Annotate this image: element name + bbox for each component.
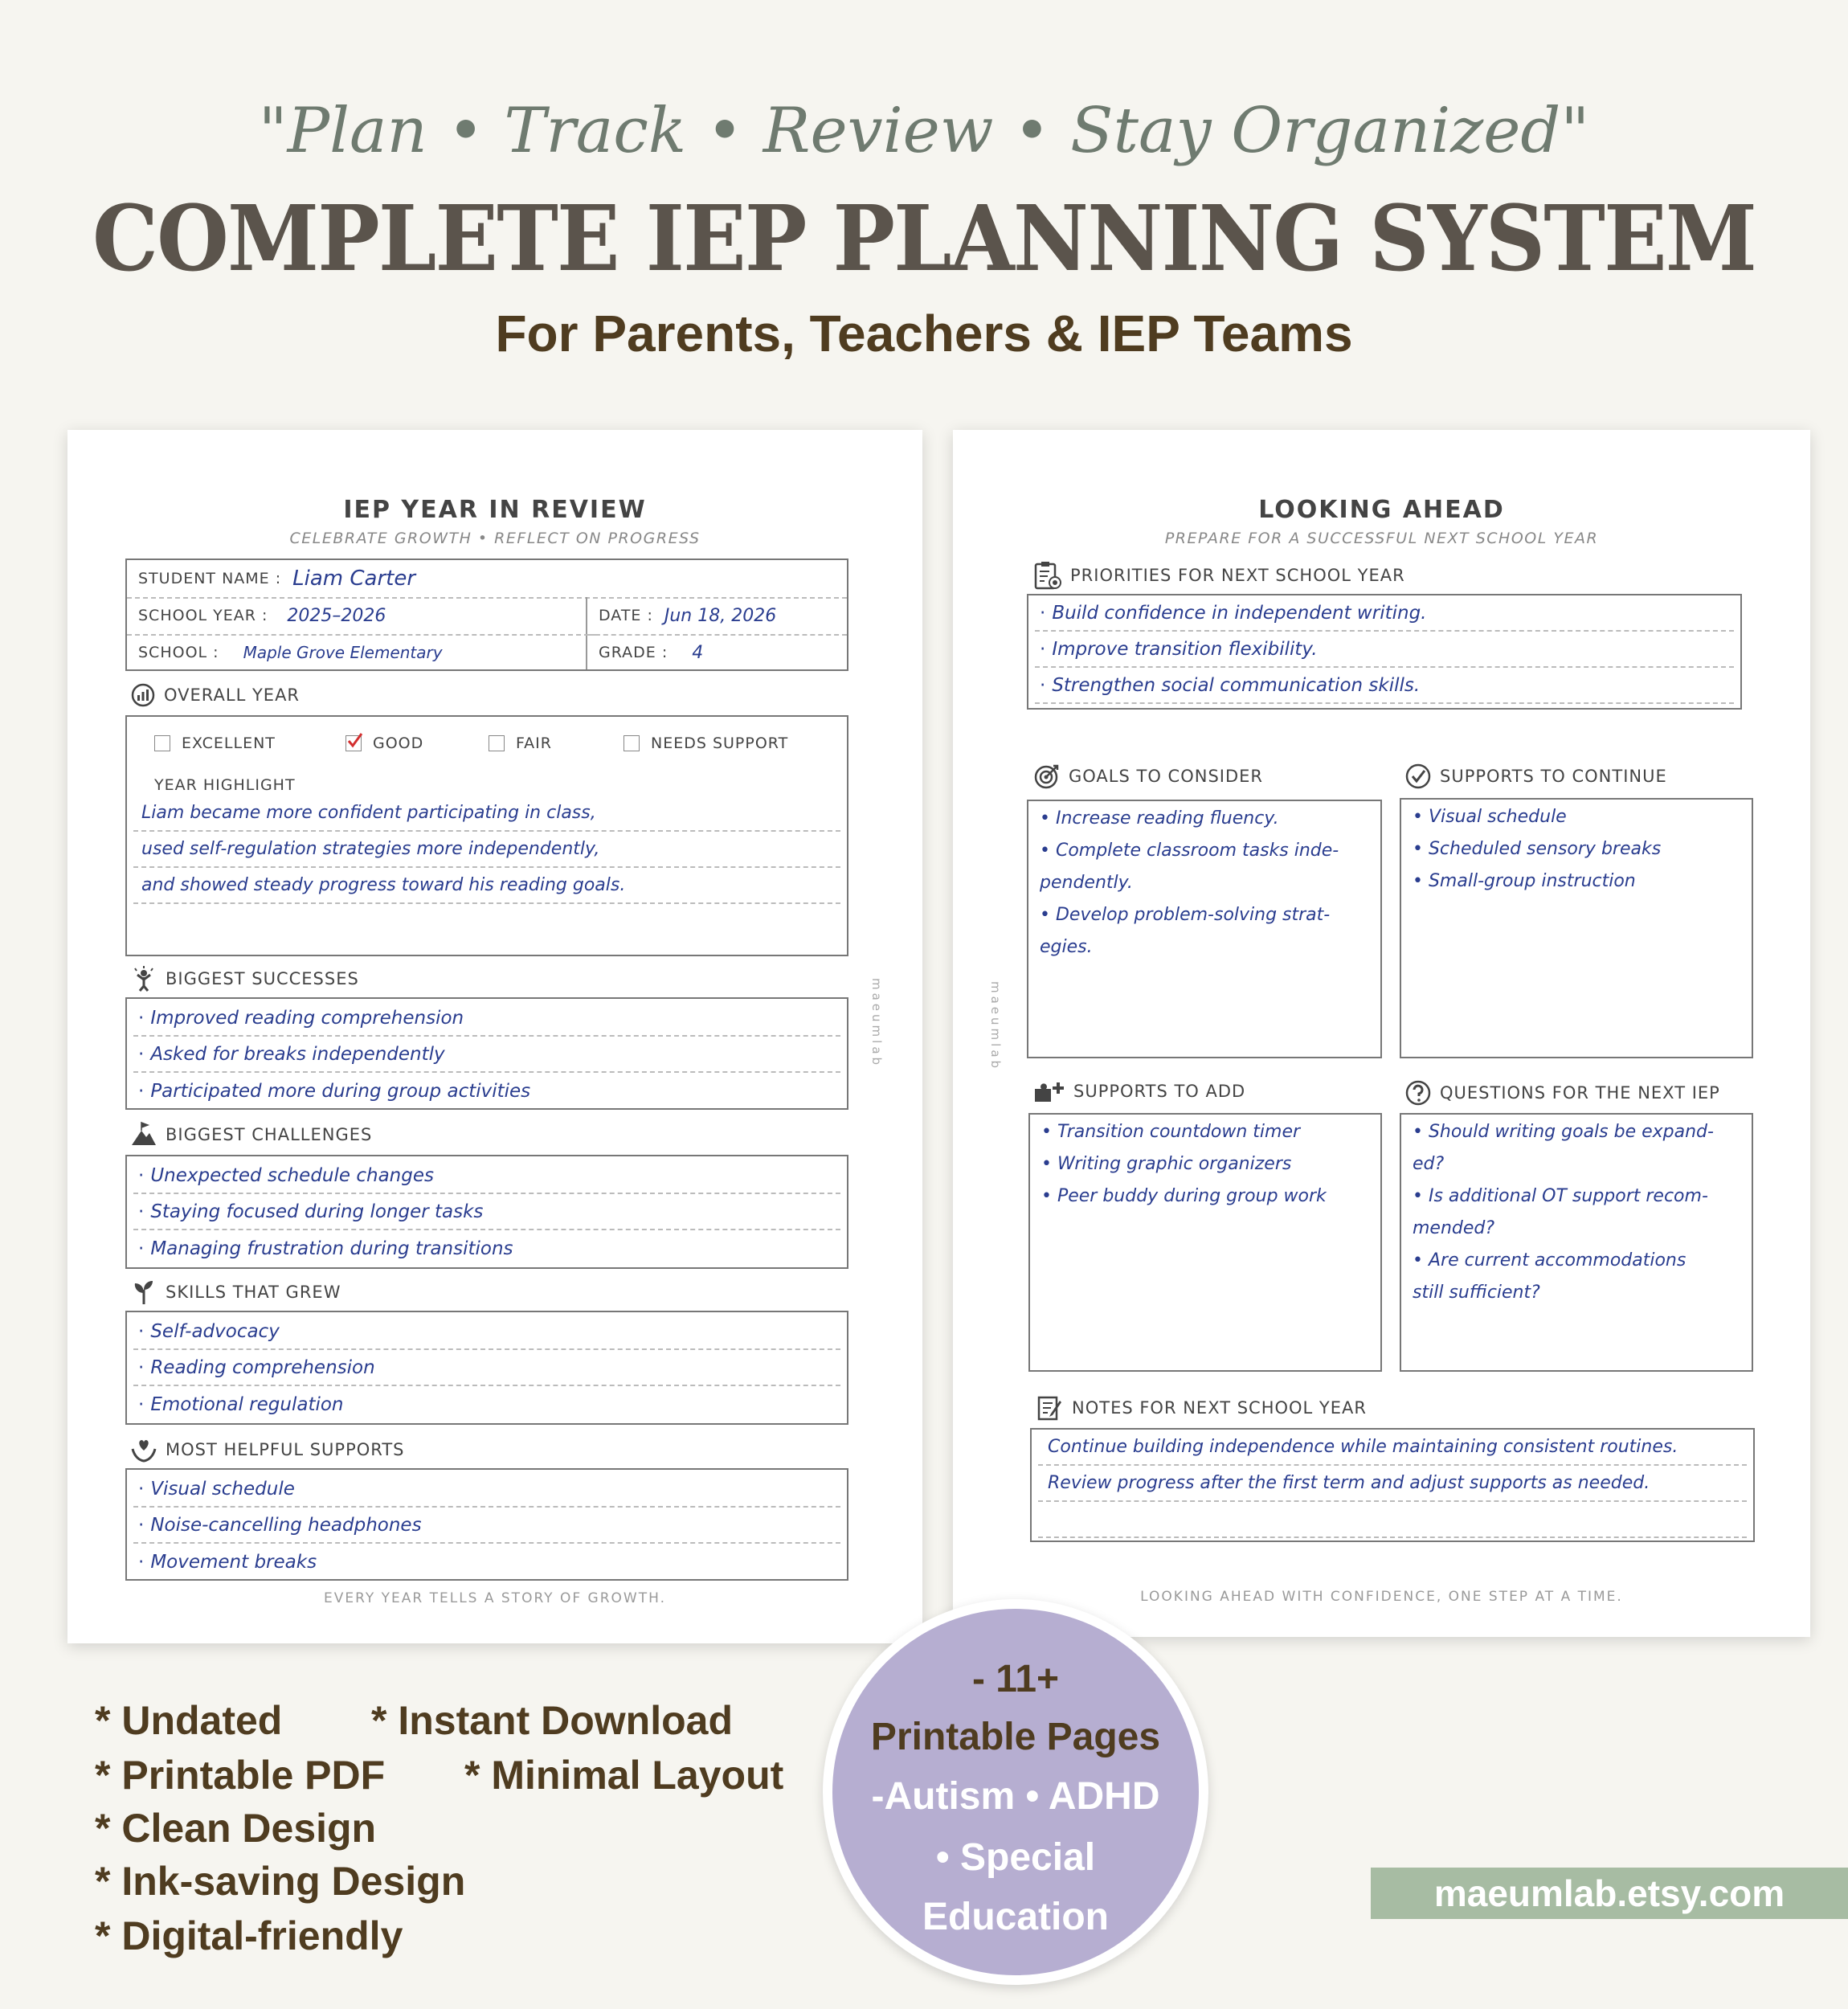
checkbox[interactable] (154, 735, 170, 751)
checkbox[interactable] (623, 735, 640, 751)
question-line: • Are current accommodations (1413, 1250, 1687, 1270)
supports-box (125, 1468, 848, 1581)
watermark: maeumlab (869, 978, 884, 1069)
biggest-challenges-heading: BIGGEST CHALLENGES (130, 1121, 372, 1148)
challenge-item: · Staying focused during longer tasks (133, 1194, 840, 1230)
feature-minimal-layout: * Minimal Layout (464, 1753, 784, 1798)
notepad-pencil-icon (1036, 1394, 1064, 1422)
option-good[interactable]: GOOD (345, 734, 489, 752)
page-subtitle: CELEBRATE GROWTH • REFLECT ON PROGRESS (289, 530, 701, 547)
priority-item: · Strengthen social communication skills. (1035, 668, 1734, 704)
note-line: Continue building independence while maintaining consistent routines. (1038, 1430, 1747, 1466)
highlight-line: and showed steady progress toward his reading goals. (133, 868, 840, 904)
rating-options (154, 734, 788, 752)
year-highlight-label: YEAR HIGHLIGHT (154, 776, 296, 794)
notes-box (1030, 1428, 1755, 1542)
student-name-label: STUDENT NAME : (138, 570, 282, 587)
priorities-heading: PRIORITIES FOR NEXT SCHOOL YEAR (1033, 560, 1405, 591)
school-label: SCHOOL : (138, 644, 219, 661)
badge-special: • Special (935, 1836, 1096, 1879)
biggest-challenges-box (125, 1155, 848, 1269)
add-line: • Peer buddy during group work (1041, 1186, 1327, 1206)
chart-icon (130, 682, 156, 708)
subtitle: For Parents, Teachers & IEP Teams (495, 305, 1353, 362)
checkmark-icon (345, 731, 365, 751)
supports-add-heading: SUPPORTS TO ADD (1033, 1079, 1245, 1103)
note-line: Review progress after the first term and adjust supports as needed. (1038, 1466, 1747, 1502)
student-info-table (125, 559, 848, 671)
grade-label: GRADE : (599, 644, 668, 661)
mountain-flag-icon (130, 1121, 157, 1148)
add-line: • Transition countdown timer (1041, 1122, 1301, 1142)
feature-clean-design: * Clean Design (95, 1806, 377, 1851)
most-helpful-supports-heading: MOST HELPFUL SUPPORTS (130, 1436, 405, 1463)
supports-continue-heading: SUPPORTS TO CONTINUE (1404, 763, 1667, 790)
add-line: • Writing graphic organizers (1041, 1154, 1292, 1174)
highlight-line: used self-regulation strategies more independently, (133, 832, 840, 868)
skill-item: · Self-advocacy (133, 1314, 840, 1350)
supports-add-box (1028, 1113, 1382, 1372)
school-year-value: 2025–2026 (287, 605, 386, 626)
page-footer: LOOKING AHEAD WITH CONFIDENCE, ONE STEP AT A TIME. (1140, 1589, 1623, 1605)
pages-badge (823, 1599, 1208, 1985)
shop-url[interactable]: maeumlab.etsy.com (1371, 1868, 1848, 1919)
celebration-icon (130, 965, 157, 992)
goal-line: pendently. (1040, 873, 1133, 893)
questions-heading: QUESTIONS FOR THE NEXT IEP (1404, 1079, 1720, 1107)
overall-year-box (125, 715, 848, 956)
clipboard-target-icon (1033, 560, 1062, 591)
support-item: · Noise-cancelling headphones (133, 1508, 840, 1544)
notes-heading: NOTES FOR NEXT SCHOOL YEAR (1036, 1394, 1367, 1422)
looking-ahead-page (953, 430, 1810, 1637)
skills-that-grew-heading: SKILLS THAT GREW (130, 1279, 341, 1306)
heart-hands-icon (130, 1436, 157, 1463)
badge-pages: Printable Pages (870, 1716, 1161, 1758)
student-name-value: Liam Carter (292, 567, 416, 591)
goals-heading: GOALS TO CONSIDER (1033, 763, 1263, 790)
question-line: • Is additional OT support recom- (1413, 1186, 1708, 1206)
question-line: still sufficient? (1413, 1283, 1540, 1303)
checkbox[interactable] (489, 735, 505, 751)
continue-line: • Small-group instruction (1413, 871, 1636, 891)
option-needs-support[interactable]: NEEDS SUPPORT (623, 734, 788, 752)
goal-line: • Complete classroom tasks inde- (1040, 841, 1339, 861)
page-footer: EVERY YEAR TELLS A STORY OF GROWTH. (324, 1590, 666, 1606)
continue-line: • Scheduled sensory breaks (1413, 839, 1662, 859)
continue-line: • Visual schedule (1413, 807, 1567, 827)
success-item: · Participated more during group activities (133, 1073, 840, 1109)
badge-count: - 11+ (971, 1658, 1060, 1700)
main-title: COMPLETE IEP PLANNING SYSTEM (92, 186, 1756, 292)
priorities-box (1027, 594, 1742, 710)
page-subtitle: PREPARE FOR A SUCCESSFUL NEXT SCHOOL YEAR (1164, 530, 1599, 547)
support-item: · Movement breaks (133, 1544, 840, 1580)
date-value: Jun 18, 2026 (664, 605, 777, 626)
badge-education: Education (922, 1896, 1109, 1938)
priority-item: · Build confidence in independent writing. (1035, 595, 1734, 632)
overall-year-heading: OVERALL YEAR (130, 682, 300, 708)
question-line: • Should writing goals be expand- (1413, 1122, 1714, 1142)
biggest-successes-heading: BIGGEST SUCCESSES (130, 965, 359, 992)
watermark: maeumlab (988, 981, 1003, 1072)
school-value: Maple Grove Elementary (243, 643, 443, 662)
highlight-line: Liam became more confident participating in class, (133, 796, 840, 832)
school-year-label: SCHOOL YEAR : (138, 607, 268, 624)
skills-box (125, 1311, 848, 1425)
questions-box (1400, 1113, 1753, 1372)
iep-year-in-review-page (67, 430, 922, 1643)
feature-printable-pdf: * Printable PDF (95, 1753, 386, 1798)
feature-digital-friendly: * Digital-friendly (95, 1913, 403, 1958)
skill-item: · Emotional regulation (133, 1386, 840, 1422)
success-item: · Improved reading comprehension (133, 1000, 840, 1037)
challenge-item: · Managing frustration during transitions (133, 1230, 840, 1266)
note-line-empty (1038, 1502, 1747, 1538)
question-line: ed? (1413, 1154, 1445, 1174)
goal-line: egies. (1040, 937, 1093, 957)
tagline: "Plan • Track • Review • Stay Organized" (258, 95, 1590, 167)
highlight-line-empty (133, 904, 840, 940)
feature-instant-download: * Instant Download (371, 1698, 733, 1743)
goals-box (1027, 800, 1382, 1058)
biggest-successes-box (125, 997, 848, 1110)
support-item: · Visual schedule (133, 1471, 840, 1508)
challenge-item: · Unexpected schedule changes (133, 1158, 840, 1194)
date-label: DATE : (599, 607, 653, 624)
page-title: IEP YEAR IN REVIEW (343, 496, 647, 524)
skill-item: · Reading comprehension (133, 1350, 840, 1386)
supports-continue-box (1400, 798, 1753, 1058)
sprout-icon (130, 1279, 157, 1306)
badge-autism-adhd: -Autism • ADHD (871, 1775, 1160, 1818)
grade-value: 4 (692, 642, 704, 663)
priority-item: · Improve transition flexibility. (1035, 632, 1734, 668)
page-title: LOOKING AHEAD (1258, 496, 1505, 524)
goal-line: • Develop problem-solving strat- (1040, 905, 1331, 925)
feature-undated: * Undated (95, 1698, 283, 1743)
question-icon (1404, 1079, 1432, 1107)
target-icon (1033, 763, 1061, 790)
puzzle-plus-icon (1033, 1079, 1065, 1103)
option-fair[interactable]: FAIR (489, 734, 623, 752)
feature-ink-saving: * Ink-saving Design (95, 1859, 466, 1904)
check-circle-icon (1404, 763, 1432, 790)
success-item: · Asked for breaks independently (133, 1037, 840, 1073)
checkbox-checked[interactable] (345, 735, 362, 751)
goal-line: • Increase reading fluency. (1040, 808, 1279, 829)
option-excellent[interactable]: EXCELLENT (154, 734, 345, 752)
question-line: mended? (1413, 1218, 1495, 1238)
